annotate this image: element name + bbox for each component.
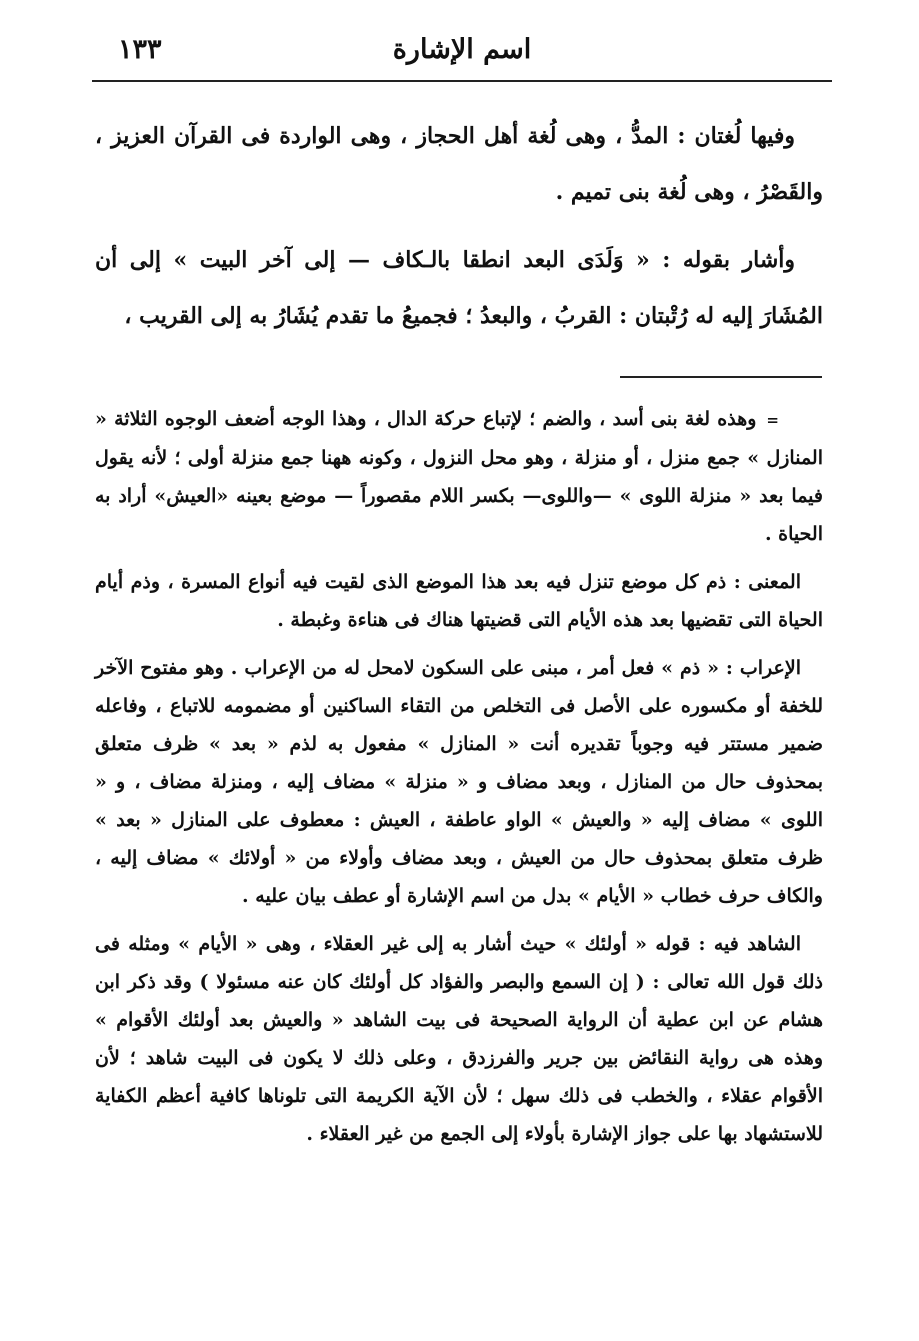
page-header [92, 28, 832, 82]
footnote-evidence: الشاهد فيه : قوله « أولئك » حيث أشار به إلى غير العقلاء ، وهى « الأيام » ومثله فى ذلك قول الله تعالى : ( إن السمع والبصر والفؤاد كل أولئك كان عنه مسئولا ) وقد ذكر ابن هشام عن ابن عطية أن الرواية الصحيحة فى بيت الشاهد « والعيش بعد أولئك الأقوام » وهذه هى رواية النقائض بين جرير والفرزدق ، وعلى ذلك لا يكون فى البيت شاهد ؛ لأن الأقوام عقلاء ، والخطب فى ذلك سهل ؛ لأن الآية الكريمة التى تلوناها كافية أعظم الكفاية للاستشهاد بها على جواز الإشارة بأولاء إلى الجمع من غير العقلاء . [95, 933, 823, 1145]
continuation-mark: = [766, 411, 779, 429]
footnote-paragraph-1 [95, 400, 823, 553]
footnote-text-1: وهذه لغة بنى أسد ، والضم ؛ لإتباع حركة الدال ، وهذا الوجه أضعف الوجوه الثلاثة « المنازل » جمع منزل ، أو منزلة ، وهو محل النزول ، وكونه ههنا جمع منزلة أولى ؛ لأنه يقول فيما بعد « منزلة اللوى » —واللوى— بكسر اللام مقصوراً — موضع بعينه «العيش» أراد به الحياة . [95, 408, 823, 545]
running-title: اسم الإشارة [392, 34, 532, 65]
footnote-meaning: المعنى : ذم كل موضع تنزل فيه بعد هذا الموضع الذى لقيت فيه أنواع المسرة ، وذم أيام الحياة التى تقضيها بعد هذه الأيام التى قضيتها هناك فى هناءة وغبطة . [95, 571, 823, 631]
footnote-parsing: الإعراب : « ذم » فعل أمر ، مبنى على السكون لامحل له من الإعراب . وهو مفتوح الآخر للخفة أو مكسوره على الأصل فى التخلص من التقاء الساكنين أو مضمومه للاتباع ، وفاعله ضمير مستتر فيه وجوباً تقديره أنت « المنازل » مفعول به لذم « بعد » ظرف متعلق بمحذوف حال من المنازل ، وبعد مضاف و « منزلة » مضاف إليه ، ومنزلة مضاف ، و « اللوى » مضاف إليه « والعيش » الواو عاطفة ، العيش : معطوف على المنازل « بعد » ظرف متعلق بمحذوف حال من العيش ، وبعد مضاف وأولاء من « أولائك » مضاف إليه ، والكاف حرف خطاب « الأيام » بدل من اسم الإشارة أو عطف بيان عليه . [95, 657, 823, 907]
footnotes [95, 400, 823, 1163]
page-number: ١٣٣ [118, 34, 162, 65]
footnote-separator [620, 376, 822, 378]
main-paragraph-1: وفيها لُغتان : المدُّ ، وهى لُغة أهل الحجاز ، وهى الواردة فى القرآن العزيز ، والقَصْرُ ، وهى لُغة بنى تميم . [95, 123, 823, 205]
main-text [95, 108, 823, 356]
main-paragraph-2: وأشار بقوله : « وَلَدَى البعد انطقا بالـكاف — إلى آخر البيت » إلى أن المُشَارَ إليه له رُتْبتان : القربُ ، والبعدُ ؛ فجميعُ ما تقدم يُشَارُ به إلى القريب ، [95, 247, 823, 329]
